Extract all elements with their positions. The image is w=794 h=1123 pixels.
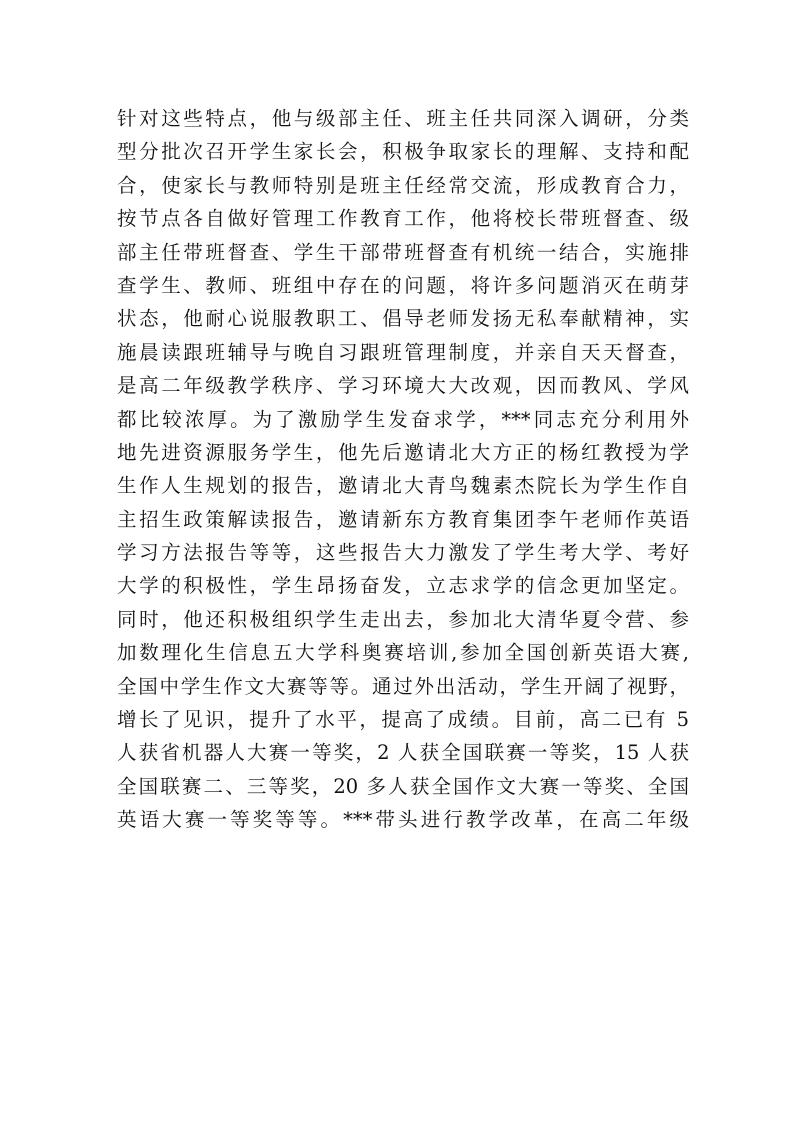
body-paragraph (117, 102, 689, 837)
text-line: 针对这些特点，他与级部主任、班主任共同深入调研，分类 (117, 107, 689, 130)
text-line: 地先进资源服务学生，他先后邀请北大方正的杨红教授为学 (117, 440, 689, 464)
text-line: 大学的积极性，学生昂扬奋发，立志求学的信念更加坚定。 (117, 574, 689, 598)
text-line: 按节点各自做好管理工作教育工作，他将校长带班督查、级 (117, 207, 689, 231)
text-line: 人获省机器人大赛一等奖，2 人获全国联赛一等奖，15 人获 (117, 741, 689, 765)
text-line: 是高二年级教学秩序、学习环境大大改观，因而教风、学风 (117, 374, 689, 398)
text-line: 同时，他还积极组织学生走出去，参加北大清华夏令营、参 (117, 607, 689, 631)
text-line: 英语大赛一等奖等等。***带头进行教学改革，在高二年级 (117, 808, 689, 832)
text-line: 型分批次召开学生家长会，积极争取家长的理解、支持和配 (117, 140, 689, 164)
text-line: 都比较浓厚。为了激励学生发奋求学，***同志充分利用外 (117, 407, 689, 431)
text-line: 状态，他耐心说服教职工、倡导老师发扬无私奉献精神，实 (117, 307, 689, 331)
text-line: 学习方法报告等等，这些报告大力激发了学生考大学、考好 (117, 541, 689, 565)
text-line: 增长了见识，提升了水平，提高了成绩。目前，高二已有 5 (117, 708, 689, 732)
text-line: 加数理化生信息五大学科奥赛培训,参加全国创新英语大赛, (117, 641, 689, 665)
text-line: 部主任带班督查、学生干部带班督查有机统一结合，实施排 (117, 240, 689, 264)
text-line: 生作人生规划的报告，邀请北大青鸟魏素杰院长为学生作自 (117, 474, 689, 498)
text-line: 主招生政策解读报告，邀请新东方教育集团李午老师作英语 (117, 507, 689, 531)
text-line: 查学生、教师、班组中存在的问题，将许多问题消灭在萌芽 (117, 273, 689, 297)
text-line: 施晨读跟班辅导与晚自习跟班管理制度，并亲自天天督查， (117, 340, 689, 364)
text-line: 全国联赛二、三等奖，20 多人获全国作文大赛一等奖、全国 (117, 774, 689, 798)
text-line: 合，使家长与教师特别是班主任经常交流，形成教育合力， (117, 173, 689, 197)
text-line: 全国中学生作文大赛等等。通过外出活动，学生开阔了视野， (117, 674, 689, 698)
